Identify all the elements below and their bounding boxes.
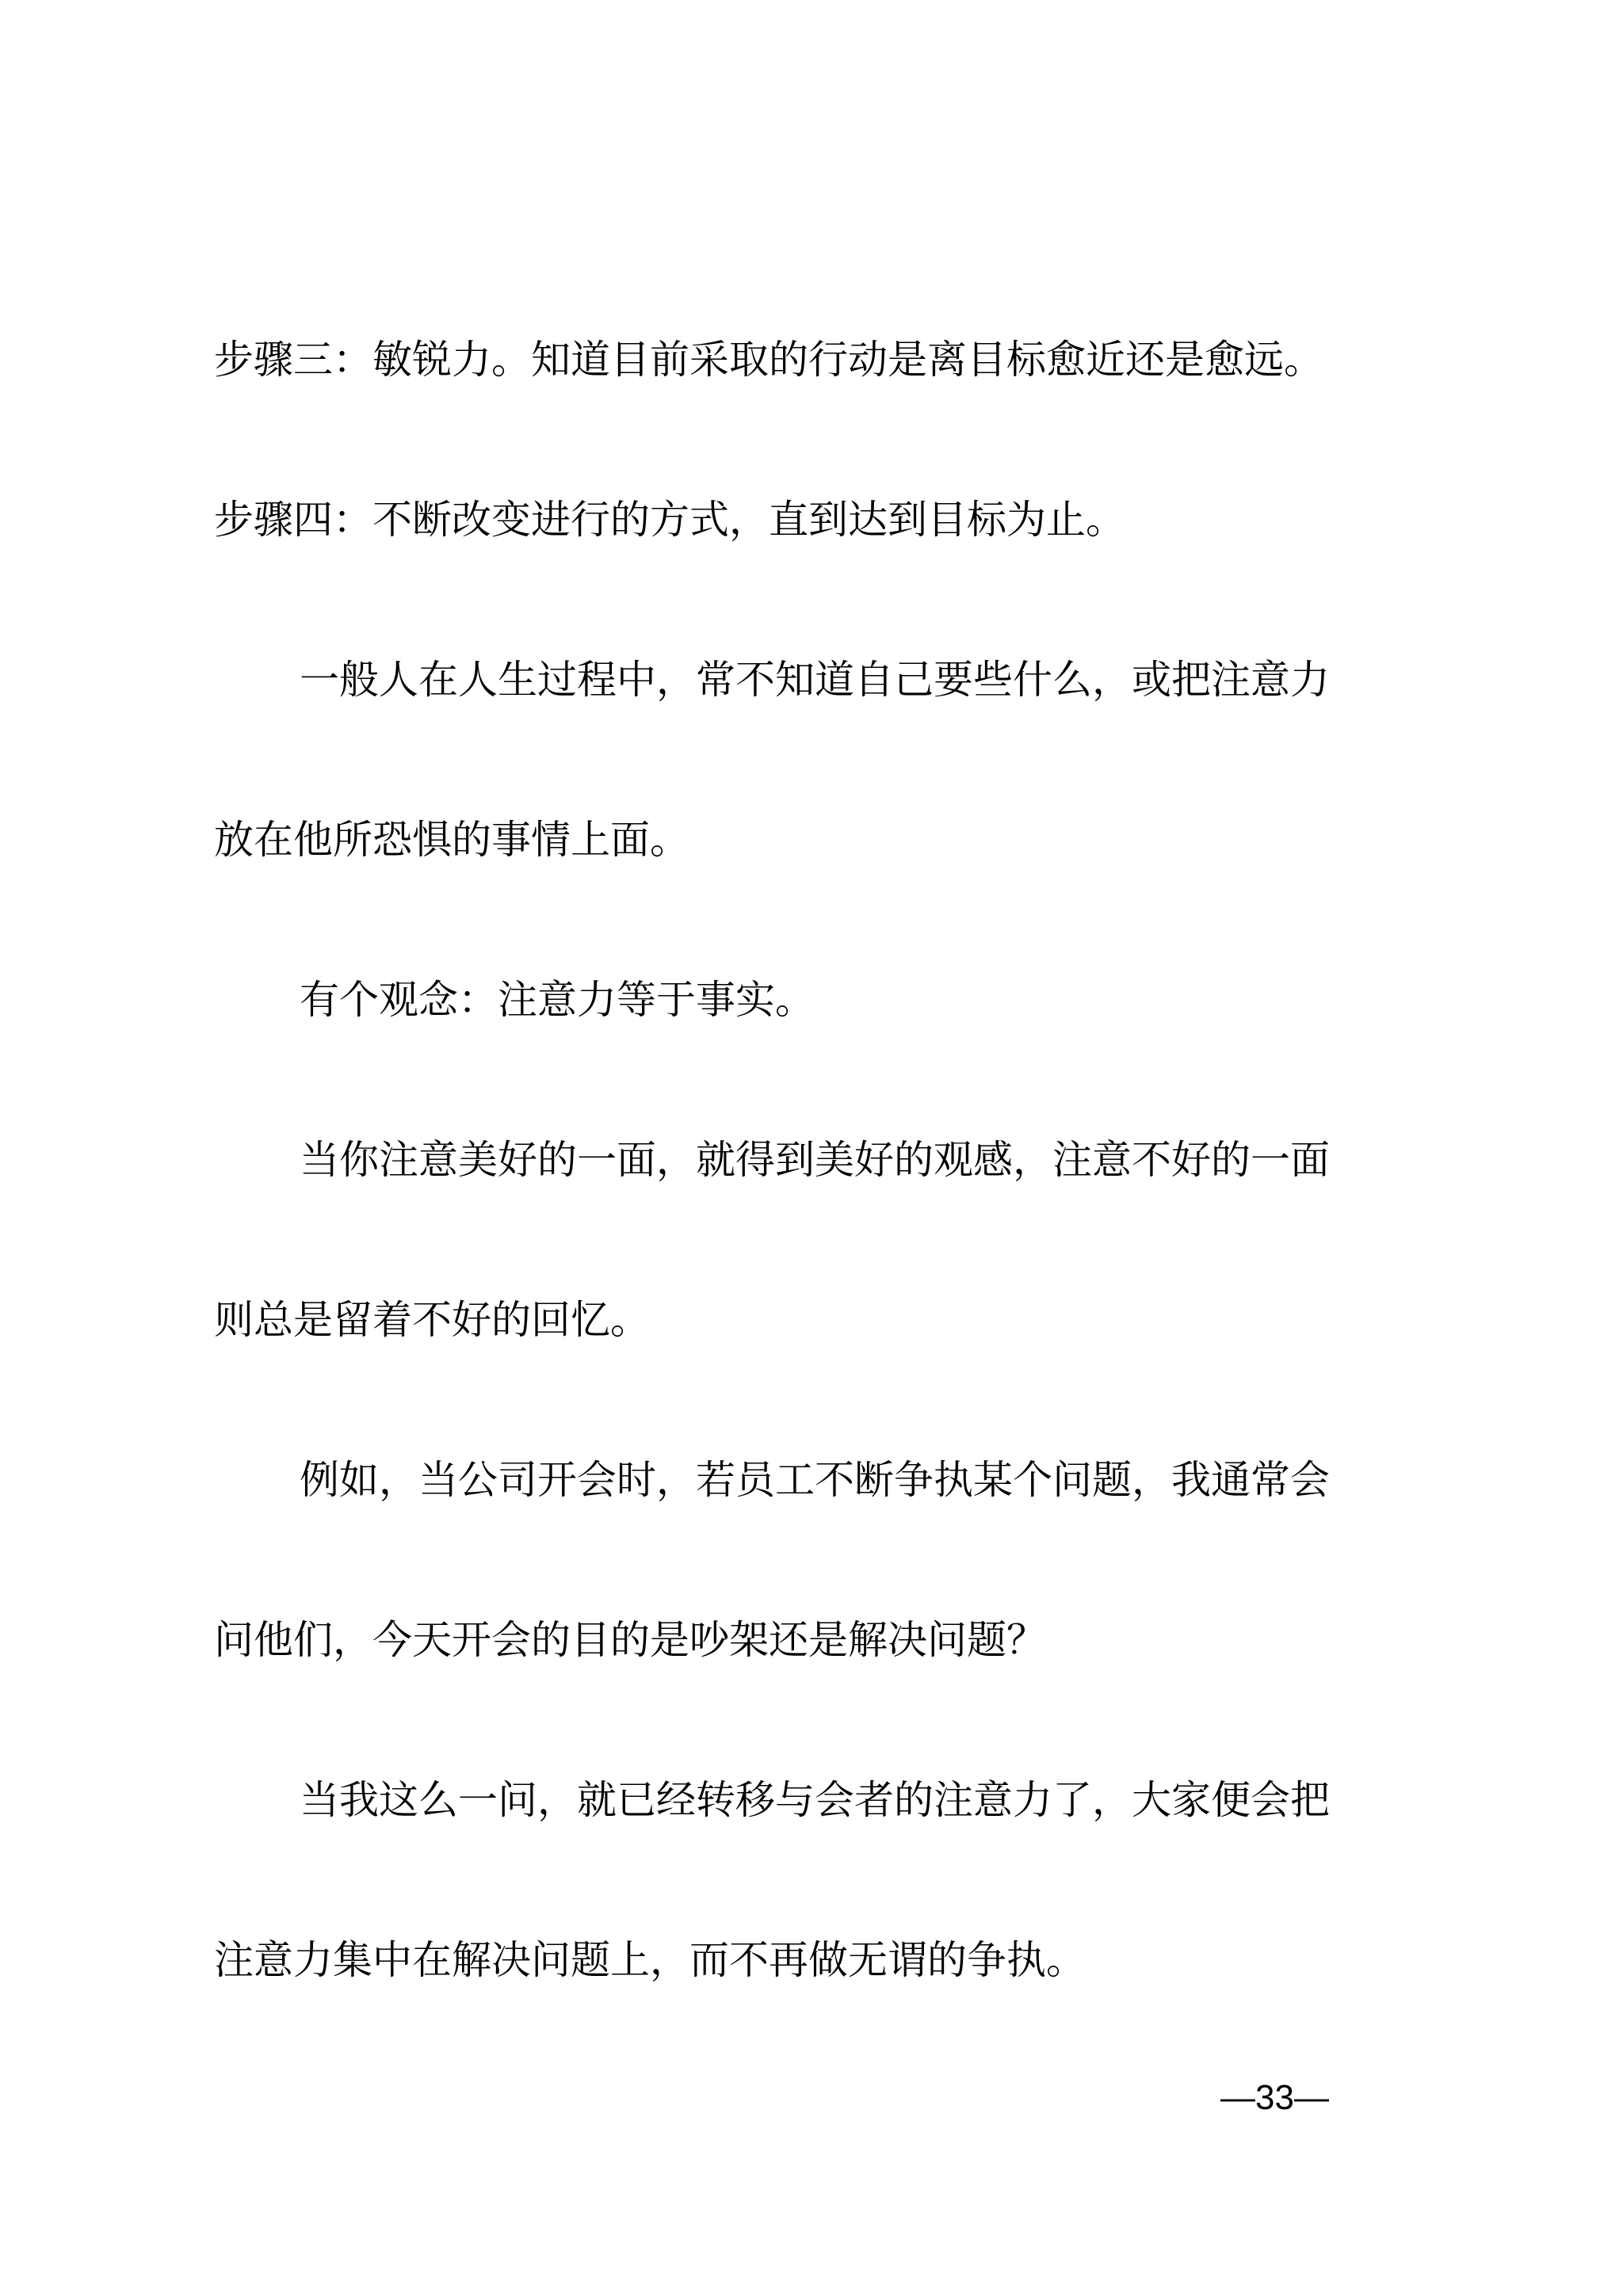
paragraph-1-line-2: 放在他所恐惧的事情上面。 [214, 817, 689, 863]
page-number: —33— [1220, 2078, 1329, 2117]
paragraph-4-line-2: 问他们，今天开会的目的是吵架还是解决问题？ [214, 1617, 1046, 1663]
paragraph-4-line-1: 例如，当公司开会时，若员工不断争执某个问题，我通常会 [300, 1457, 1330, 1503]
paragraph-5-line-2: 注意力集中在解决问题上，而不再做无谓的争执。 [214, 1937, 1086, 1983]
paragraph-3-line-2: 则总是留着不好的回忆。 [214, 1297, 650, 1343]
paragraph-1-line-1: 一般人在人生过程中，常不知道自己要些什么，或把注意力 [300, 657, 1330, 703]
paragraph-5-line-1: 当我这么一问，就已经转移与会者的注意力了，大家便会把 [300, 1777, 1330, 1823]
paragraph-2-line-1: 有个观念：注意力等于事实。 [300, 977, 815, 1023]
step-three-line: 步骤三：敏锐力。知道目前采取的行动是离目标愈近还是愈远。 [214, 337, 1323, 383]
paragraph-3-line-1: 当你注意美好的一面，就得到美好的观感，注意不好的一面 [300, 1137, 1330, 1183]
step-four-line: 步骤四：不断改变进行的方式，直到达到目标为止。 [214, 497, 1125, 543]
